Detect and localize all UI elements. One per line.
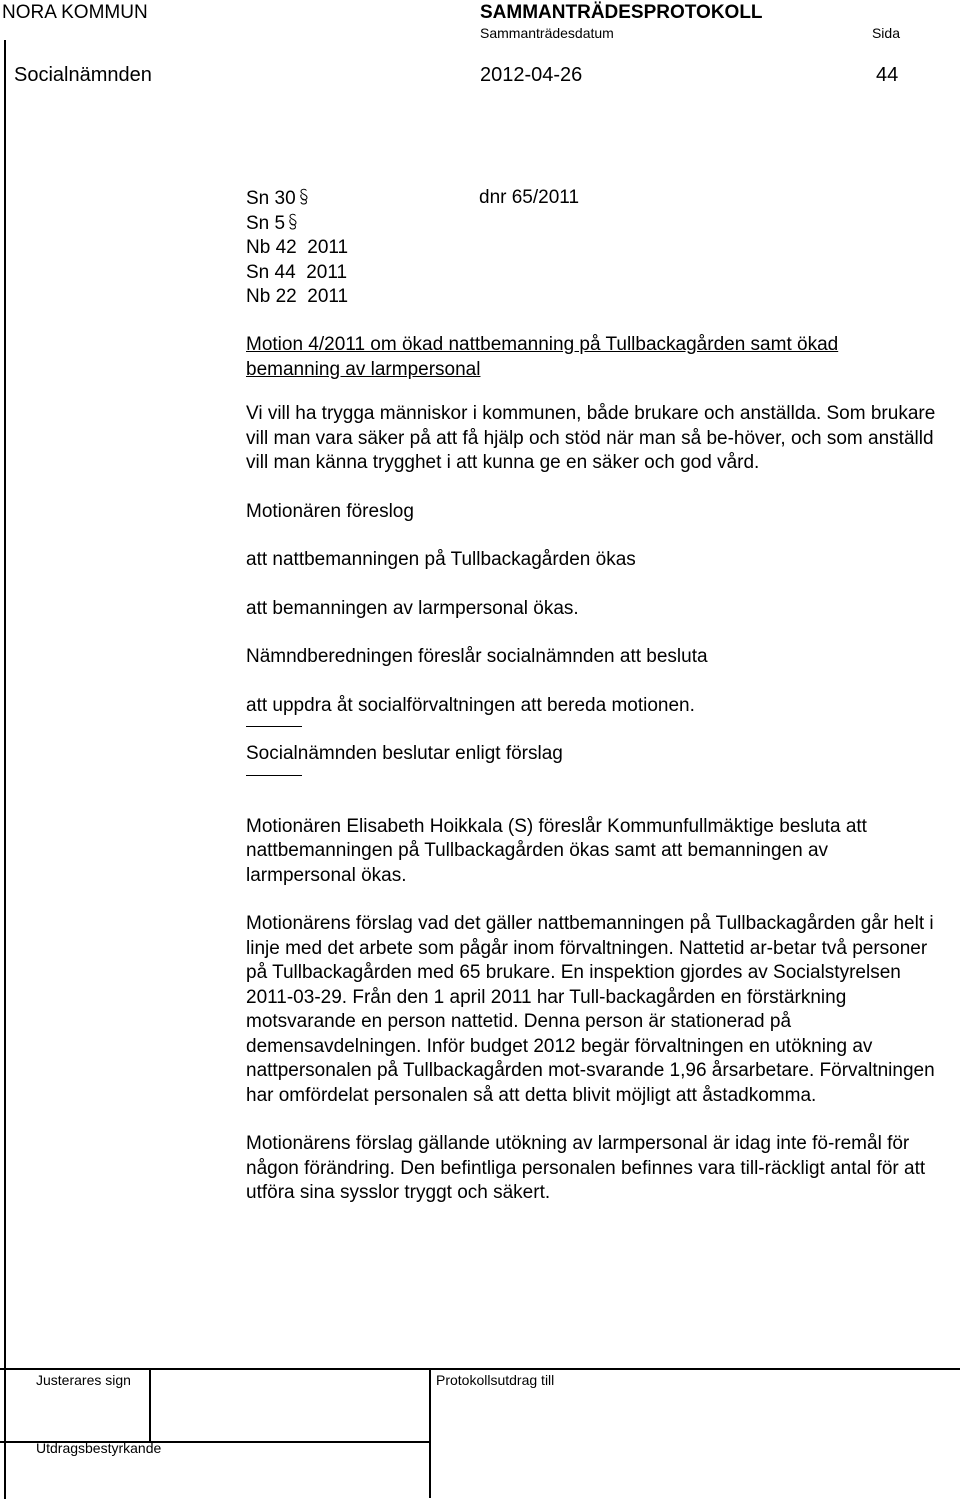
reference-item: Sn 30 bbox=[246, 187, 348, 212]
body-paragraph: Motionärens förslag vad det gäller nattbemanningen på Tullbackagården går helt i linje med det arbete som pågår inom förvaltningen. Nattetid ar-betar två personer på Tullbackagården med 65 brukare. En inspektion gjordes av Socialstyrelsen 2011-03-29. Från den 1 april 2011 har Tull-backagården en förstärkning motsvarande en person nattetid. Denna person är stationerad på demensavdelningen. Inför budget 2012 begär förvaltningen en utökning av nattpersonalen på Tullbackagården mot-svarande 1,96 årsarbetare. Förvaltningen har omfördelat personalen så att detta blivit möjligt att åstadkomma. bbox=[246, 913, 935, 1106]
reference-list bbox=[246, 187, 348, 310]
body-paragraph: Motionärens förslag gällande utökning av larmpersonal är idag inte fö-remål för någon förändring. Den befintliga personalen befinnes vara till-räckligt antal för att utföra sina sysslor tryggt och säkert. bbox=[246, 1133, 926, 1203]
section-sign-icon bbox=[288, 213, 298, 231]
diary-number: dnr 65/2011 bbox=[479, 187, 580, 208]
meeting-date: 2012-04-26 bbox=[480, 64, 583, 86]
footer-divider bbox=[149, 1368, 151, 1442]
intro-paragraph: Vi vill ha trygga människor i kommunen, både brukare och anställda. Som brukare vill man vara säker på att få hjälp och stöd när man så be-höver, och som anställd vill man känna trygghet i att kunna ge en säker och god vård. bbox=[246, 403, 936, 473]
proposal-item: att nattbemanningen på Tullbackagården ökas bbox=[246, 549, 636, 570]
separator-rule bbox=[246, 775, 302, 776]
extract-certifier-label: Utdragsbestyrkande bbox=[36, 1440, 162, 1456]
reference-item: Nb 42 2011 bbox=[246, 237, 349, 258]
document-title: SAMMANTRÄDESPROTOKOLL bbox=[480, 2, 763, 23]
organization-name: NORA KOMMUN bbox=[2, 2, 148, 23]
page-number: 44 bbox=[876, 64, 899, 86]
proposal-item: att bemanningen av larmpersonal ökas. bbox=[246, 597, 579, 619]
meeting-date-label: Sammanträdesdatum bbox=[480, 25, 614, 41]
footer-divider bbox=[429, 1368, 431, 1498]
footer-rule bbox=[0, 1368, 960, 1370]
adjuster-sign-label: Justerares sign bbox=[36, 1372, 131, 1388]
body-paragraph: Motionären Elisabeth Hoikkala (S) föreslår Kommunfullmäktige besluta att nattbemanningen på Tullbackagården ökas samt att bemanningen av larmpersonal ökas. bbox=[246, 815, 867, 886]
extract-to-label: Protokollsutdrag till bbox=[436, 1372, 555, 1388]
decision-text: Socialnämnden beslutar enligt förslag bbox=[246, 743, 563, 764]
motion-subject: Motion 4/2011 om ökad nattbemanning på Tullbackagården samt ökad bemanning av larmpersonal bbox=[246, 334, 839, 380]
minutes-body bbox=[246, 333, 936, 1206]
committee-lead: Nämndberedningen föreslår socialnämnden att besluta bbox=[246, 646, 708, 667]
reference-item: Sn 5 bbox=[246, 212, 348, 237]
section-sign-icon bbox=[299, 188, 309, 206]
separator-rule bbox=[246, 726, 302, 727]
margin-line bbox=[4, 40, 6, 1499]
committee-name: Socialnämnden bbox=[14, 64, 152, 86]
reference-item: Sn 44 2011 bbox=[246, 261, 348, 283]
page-label: Sida bbox=[871, 25, 900, 41]
reference-item: Nb 22 2011 bbox=[246, 286, 349, 307]
committee-proposal: att uppdra åt socialförvaltningen att bereda motionen. bbox=[246, 694, 695, 716]
proposer-lead: Motionären föreslog bbox=[246, 500, 414, 522]
